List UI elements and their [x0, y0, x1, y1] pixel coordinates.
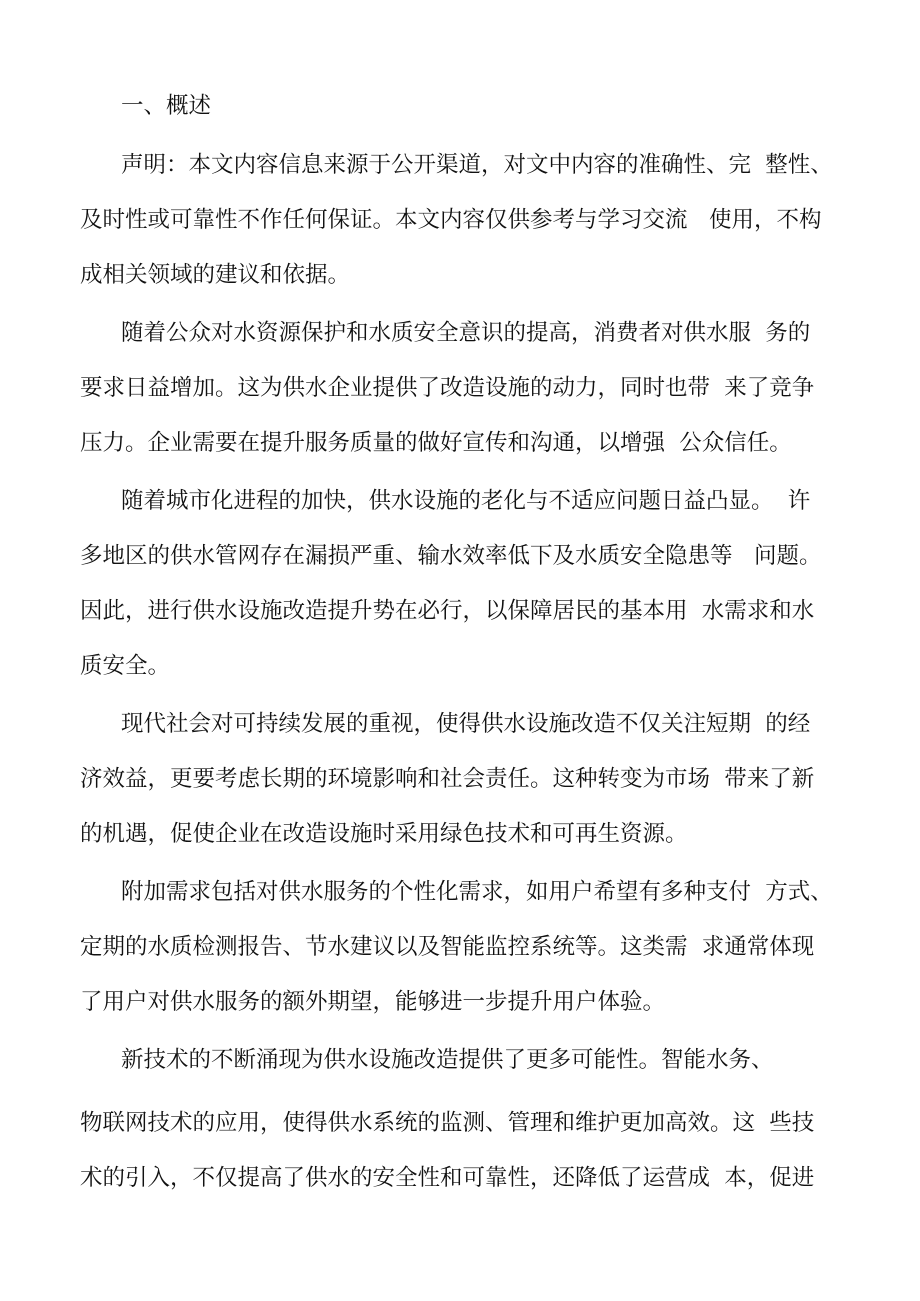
paragraph-line: 了用户对供水服务的额外期望，能够进一步提升用户体验。: [80, 989, 666, 1015]
paragraph-line: 济效益，更要考虑长期的环境影响和社会责任。这种转变为市场 带来了新: [80, 766, 815, 792]
paragraph-line: 术的引入，不仅提高了供水的安全性和可靠性，还降低了运营成 本，促进: [80, 1165, 815, 1191]
paragraph-line: 新技术的不断涌现为供水设施改造提供了更多可能性。智能水务、: [121, 1047, 774, 1073]
paragraph-line: 定期的水质检测报告、节水建议以及智能监控系统等。这类需 求通常体现: [80, 934, 815, 960]
paragraph-line: 现代社会对可持续发展的重视，使得供水设施改造不仅关注短期 的经: [121, 711, 811, 737]
paragraph-line: 声明：本文内容信息来源于公开渠道，对文中内容的准确性、完 整性、: [121, 152, 833, 178]
paragraph-line: 要求日益增加。这为供水企业提供了改造设施的动力，同时也带 来了竞争: [80, 375, 815, 401]
paragraph-line: 物联网技术的应用，使得供水系统的监测、管理和维护更加高效。这 些技: [80, 1110, 815, 1136]
paragraph-line: 的机遇，促使企业在改造设施时采用绿色技术和可再生资源。: [80, 821, 688, 847]
paragraph-line: 压力。企业需要在提升服务质量的做好宣传和沟通，以增强 公众信任。: [80, 430, 792, 456]
paragraph-line: 因此，进行供水设施改造提升势在必行，以保障居民的基本用 水需求和水: [80, 598, 815, 624]
paragraph-line: 质安全。: [80, 653, 171, 679]
paragraph-line: 成相关领域的建议和依据。: [80, 262, 351, 288]
paragraph-line: 多地区的供水管网存在漏损严重、输水效率低下及水质安全隐患等 问题。: [80, 543, 822, 569]
paragraph-line: 随着城市化进程的加快，供水设施的老化与不适应问题日益凸显。 许: [121, 488, 811, 514]
paragraph-line: 附加需求包括对供水服务的个性化需求，如用户希望有多种支付 方式、: [121, 879, 833, 905]
paragraph-line: 随着公众对水资源保护和水质安全意识的提高，消费者对供水服 务的: [121, 320, 811, 346]
section-heading: 一、概述: [121, 93, 212, 119]
paragraph-line: 及时性或可靠性不作任何保证。本文内容仅供参考与学习交流 使用，不构: [80, 207, 822, 233]
